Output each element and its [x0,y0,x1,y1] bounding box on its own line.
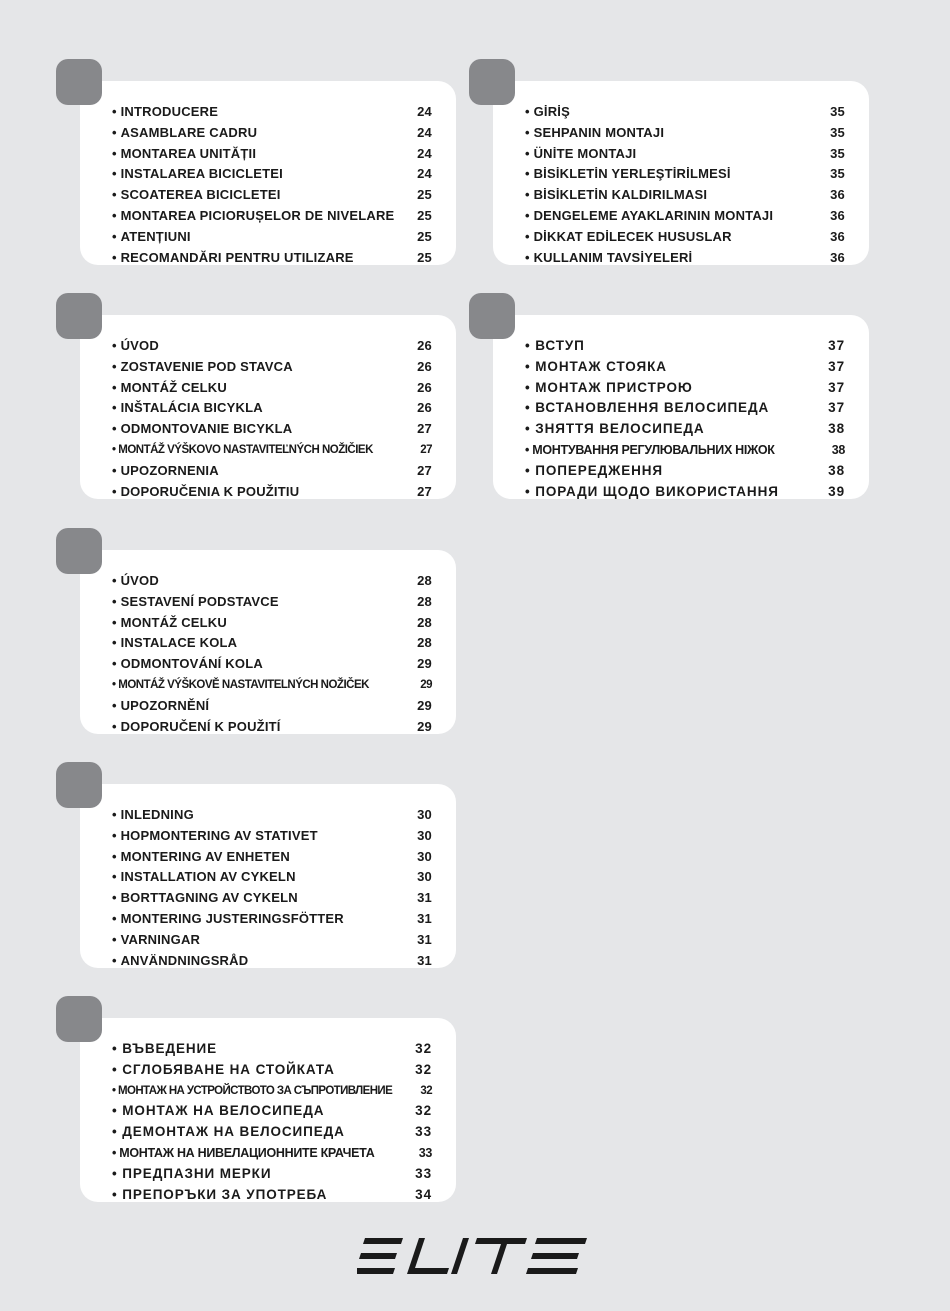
toc-entry[interactable] [112,185,432,206]
toc-entry-page: 32 [415,1103,432,1119]
toc-entry-title: • МОНТУВАННЯ РЕГУЛЮВАЛЬНИХ НІЖОК [525,443,775,457]
toc-entry-title: • MONTÁŽ CELKU [112,380,227,395]
toc-entry[interactable] [112,571,432,592]
toc-entry[interactable] [112,613,432,634]
toc-entry-page: 26 [417,400,432,416]
toc-entry-page: 39 [828,483,845,499]
toc-list [112,336,432,502]
toc-entry-page: 29 [420,678,432,691]
toc-entry[interactable] [112,805,432,826]
language-tab [56,528,102,574]
toc-entry-title: • МОНТАЖ НА НИВЕЛАЦИОННИТЕ КРАЧЕТА [112,1146,374,1160]
toc-entry-page: 31 [417,952,432,968]
toc-entry-page: 35 [830,145,845,161]
toc-entry[interactable] [112,398,432,419]
toc-entry[interactable] [525,123,845,144]
toc-entry-page: 24 [417,166,432,182]
toc-entry-page: 37 [828,358,845,374]
toc-entry[interactable] [112,826,432,847]
toc-entry[interactable] [112,357,432,378]
toc-entry-page: 36 [830,249,845,265]
toc-entry-title: • ПОРАДИ ЩОДО ВИКОРИСТАННЯ [525,484,779,499]
toc-entry-title: • KULLANIM TAVSİYELERİ [525,250,692,265]
elite-logo [357,1238,587,1274]
toc-entry-page: 31 [417,910,432,926]
toc-entry-page: 29 [417,718,432,734]
toc-entry-title: • ÜNİTE MONTAJI [525,146,636,161]
toc-entry-page: 29 [417,656,432,672]
toc-entry[interactable] [112,717,432,738]
toc-entry[interactable] [112,847,432,868]
toc-entry[interactable] [112,248,432,269]
toc-section-ukrainian [469,293,869,503]
toc-entry-title: • MONTÁŽ CELKU [112,615,227,630]
toc-entry-title: • ZOSTAVENIE POD STAVCA [112,359,293,374]
toc-entry[interactable] [112,696,432,717]
toc-entry-title: • ПРЕПОРЪКИ ЗА УПОТРЕБА [112,1187,327,1202]
toc-entry-title: • ВЪВЕДЕНИЕ [112,1041,217,1056]
toc-section-swedish [56,762,456,972]
toc-entry[interactable] [112,164,432,185]
toc-entry-page: 27 [420,443,432,456]
toc-entry[interactable] [112,1081,432,1102]
toc-entry[interactable] [525,378,845,399]
toc-entry[interactable] [112,482,432,503]
toc-entry-page: 33 [415,1165,432,1181]
toc-entry[interactable] [112,378,432,399]
toc-entry-page: 28 [417,593,432,609]
toc-entry-title: • INLEDNING [112,807,194,822]
toc-entry-title: • МОНТАЖ ПРИСТРОЮ [525,380,693,395]
toc-entry-page: 26 [417,338,432,353]
toc-entry-title: • ВСТУП [525,338,585,353]
toc-entry-title: • ЗНЯТТЯ ВЕЛОСИПЕДА [525,421,705,436]
toc-entry-title: • INŠTALÁCIA BICYKLA [112,400,263,415]
toc-entry[interactable] [112,1143,432,1164]
toc-entry-title: • BİSİKLETİN YERLEŞTİRİLMESİ [525,166,731,181]
toc-entry[interactable] [525,336,845,357]
toc-entry-page: 28 [417,614,432,630]
toc-entry-title: • DOPORUČENÍ K POUŽITÍ [112,719,281,734]
toc-entry-page: 33 [415,1124,432,1140]
toc-entry[interactable] [525,248,845,269]
toc-section-czech [56,528,456,738]
toc-entry-title: • RECOMANDĂRI PENTRU UTILIZARE [112,250,354,265]
toc-section-turkish [469,59,869,269]
toc-entry[interactable] [112,888,432,909]
toc-entry-title: • INSTALACE KOLA [112,635,237,650]
toc-list [112,805,432,971]
toc-entry[interactable] [112,227,432,248]
toc-entry[interactable] [112,592,432,613]
toc-entry-title: • ВСТАНОВЛЕННЯ ВЕЛОСИПЕДА [525,400,769,415]
toc-entry-page: 25 [417,187,432,203]
toc-entry-title: • INSTALAREA BICICLETEI [112,166,283,181]
toc-entry[interactable] [112,867,432,888]
toc-section-bulgarian [56,996,456,1206]
toc-list [112,571,432,737]
toc-entry-title: • DİKKAT EDİLECEK HUSUSLAR [525,229,732,244]
language-tab [56,293,102,339]
toc-entry-page: 37 [828,379,845,395]
toc-entry-page: 35 [830,124,845,140]
toc-entry[interactable] [525,227,845,248]
toc-entry[interactable] [112,419,432,440]
toc-entry[interactable] [112,336,432,357]
toc-entry-page: 30 [417,848,432,864]
toc-list [525,102,845,268]
toc-entry-page: 28 [417,635,432,651]
toc-section-romanian [56,59,456,269]
toc-entry-title: • DENGELEME AYAKLARININ MONTAJI [525,208,773,223]
toc-list [525,336,845,502]
toc-entry[interactable] [112,1039,432,1060]
toc-entry-title: • MONTERING AV ENHETEN [112,849,290,864]
language-tab [56,59,102,105]
toc-entry[interactable] [112,123,432,144]
toc-entry[interactable] [525,440,845,461]
language-tab [469,59,515,105]
toc-entry-title: • MONTÁŽ VÝŠKOVĚ NASTAVITELNÝCH NOŽIČEK [112,679,369,691]
toc-entry-page: 27 [417,483,432,499]
toc-entry-title: • BİSİKLETİN KALDIRILMASI [525,187,707,202]
toc-entry-title: • GİRİŞ [525,104,570,119]
toc-entry[interactable] [525,419,845,440]
toc-entry-title: • СГЛОБЯВАНЕ НА СТОЙКАТА [112,1062,335,1077]
toc-entry[interactable] [525,482,845,503]
toc-entry-title: • ÚVOD [112,338,159,353]
toc-entry-title: • MONTÁŽ VÝŠKOVO NASTAVITEĽNÝCH NOŽIČIEK [112,444,373,456]
toc-entry-title: • DOPORUČENIA K POUŽITIU [112,484,299,499]
toc-entry-page: 32 [415,1061,432,1077]
toc-entry[interactable] [112,1060,432,1081]
toc-entry[interactable] [112,1185,432,1206]
toc-entry-page: 25 [417,228,432,244]
toc-entry[interactable] [112,633,432,654]
toc-list [112,102,432,268]
toc-entry-page: 24 [417,104,432,119]
toc-entry[interactable] [112,654,432,675]
toc-entry-title: • MONTERING JUSTERINGSFÖTTER [112,911,344,926]
toc-entry-title: • MONTAREA UNITĂȚII [112,146,256,161]
toc-entry-page: 27 [417,421,432,437]
toc-entry[interactable] [112,1101,432,1122]
toc-entry-page: 35 [830,104,845,119]
toc-entry-page: 33 [418,1145,432,1160]
language-tab [56,762,102,808]
toc-entry[interactable] [525,206,845,227]
toc-entry-page: 31 [417,890,432,906]
toc-entry-page: 34 [415,1186,432,1202]
toc-entry[interactable] [525,185,845,206]
toc-entry[interactable] [112,930,432,951]
toc-entry-title: • SCOATEREA BICICLETEI [112,187,281,202]
toc-entry-title: • МОНТАЖ СТОЯКА [525,359,667,374]
toc-entry[interactable] [112,102,432,123]
toc-entry[interactable] [525,164,845,185]
toc-entry-title: • ДЕМОНТАЖ НА ВЕЛОСИПЕДА [112,1124,345,1139]
toc-entry-title: • ASAMBLARE CADRU [112,125,257,140]
toc-entry-page: 26 [417,358,432,374]
toc-entry-page: 35 [830,166,845,182]
toc-entry-title: • UPOZORNĚNÍ [112,698,209,713]
toc-entry-page: 29 [417,697,432,713]
toc-entry-page: 36 [830,228,845,244]
toc-entry-page: 24 [417,145,432,161]
toc-entry-title: • ANVÄNDNINGSRÅD [112,953,248,968]
toc-entry-page: 37 [828,400,845,416]
toc-entry[interactable] [525,398,845,419]
toc-entry-page: 30 [417,869,432,885]
toc-entry[interactable] [112,1164,432,1185]
toc-entry-title: • UPOZORNENIA [112,463,219,478]
toc-entry[interactable] [112,461,432,482]
toc-entry-title: • ODMONTOVÁNÍ KOLA [112,656,263,671]
toc-entry[interactable] [112,909,432,930]
toc-entry-title: • ПОПЕРЕДЖЕННЯ [525,463,663,478]
toc-entry[interactable] [525,144,845,165]
toc-entry-page: 38 [828,462,845,478]
toc-entry-title: • SEHPANIN MONTAJI [525,125,664,140]
toc-entry-title: • HOPMONTERING AV STATIVET [112,828,318,843]
toc-entry-page: 38 [828,421,845,437]
toc-entry-page: 30 [417,807,432,822]
toc-list [112,1039,432,1205]
toc-entry[interactable] [112,206,432,227]
toc-entry[interactable] [112,1122,432,1143]
toc-entry[interactable] [112,144,432,165]
toc-entry-page: 25 [417,207,432,223]
toc-entry-title: • ATENȚIUNI [112,229,191,244]
toc-entry-title: • ПРЕДПАЗНИ МЕРКИ [112,1166,271,1181]
toc-entry-page: 32 [420,1084,432,1097]
toc-entry-page: 24 [417,124,432,140]
toc-entry-title: • МОНТАЖ НА ВЕЛОСИПЕДА [112,1103,324,1118]
toc-entry[interactable] [525,357,845,378]
toc-entry[interactable] [112,440,432,461]
toc-entry-page: 28 [417,573,432,588]
toc-entry-page: 36 [830,207,845,223]
toc-entry-title: • ODMONTOVANIE BICYKLA [112,421,292,436]
toc-entry-title: • МОНТАЖ НА УСТРОЙСТВОТО ЗА СЪПРОТИВЛЕНИЕ [112,1085,392,1097]
toc-entry-page: 36 [830,187,845,203]
toc-entry-page: 38 [831,442,845,457]
toc-entry-page: 31 [417,931,432,947]
toc-entry-page: 37 [828,338,845,353]
toc-entry-title: • BORTTAGNING AV CYKELN [112,890,298,905]
toc-entry-page: 32 [415,1041,432,1056]
toc-entry-page: 25 [417,249,432,265]
toc-entry-title: • MONTAREA PICIORUȘELOR DE NIVELARE [112,208,394,223]
language-tab [56,996,102,1042]
toc-entry[interactable] [112,675,432,696]
toc-entry[interactable] [112,951,432,972]
toc-entry[interactable] [525,102,845,123]
toc-entry-title: • VARNINGAR [112,932,200,947]
toc-entry-title: • ÚVOD [112,573,159,588]
toc-entry-page: 27 [417,462,432,478]
toc-section-slovak [56,293,456,503]
language-tab [469,293,515,339]
toc-entry-title: • INSTALLATION AV CYKELN [112,869,296,884]
toc-entry-page: 30 [417,827,432,843]
toc-entry-title: • SESTAVENÍ PODSTAVCE [112,594,279,609]
toc-entry[interactable] [525,461,845,482]
toc-entry-page: 26 [417,379,432,395]
toc-entry-title: • INTRODUCERE [112,104,218,119]
